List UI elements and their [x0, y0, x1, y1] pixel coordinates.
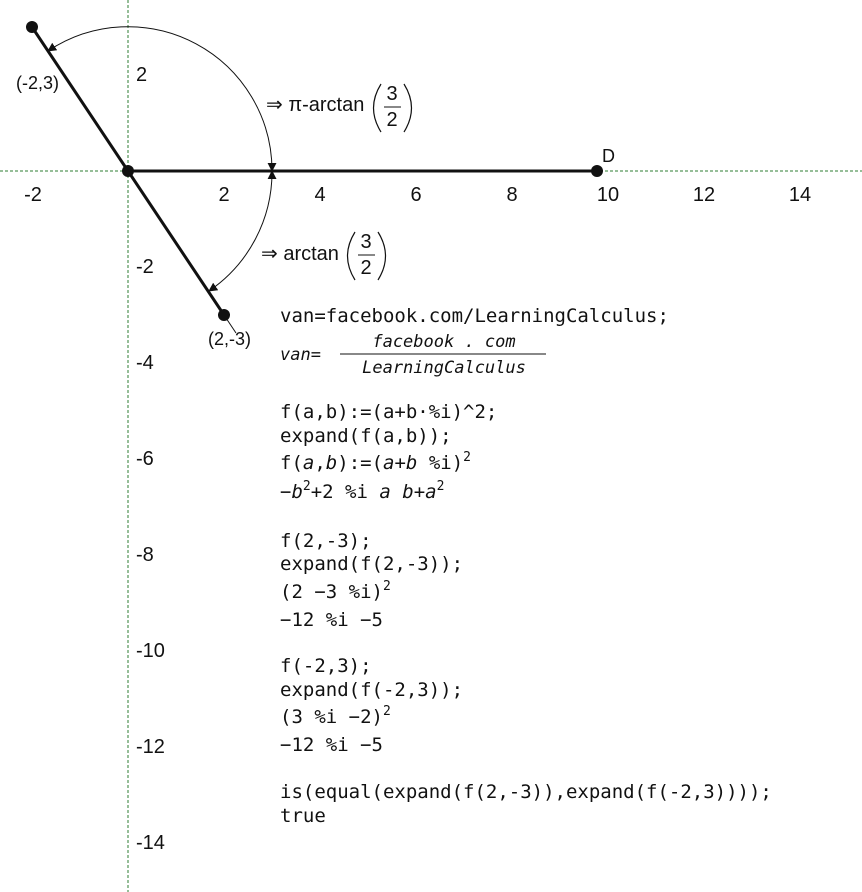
y-tick-label: -4: [136, 352, 154, 374]
code-output-is-equal: true: [280, 805, 326, 827]
upper-right-paren: [404, 84, 412, 132]
code-output-f-def: f(a,b):=(a+b %i)$^2$: [280, 450, 471, 474]
code-input-f-expand: expand(f(a,b));: [280, 425, 452, 447]
lower-fraction-denominator: 2: [360, 257, 372, 279]
lower-left-paren: [348, 232, 356, 280]
lower-fraction-numerator: 3: [360, 231, 372, 253]
upper-angle-annotation: [266, 83, 412, 132]
code-output-van-numerator: facebook . com: [372, 332, 516, 352]
code-input-f23-expand: expand(f(2,-3));: [280, 553, 464, 575]
x-tick-label: 12: [692, 184, 716, 206]
lower-angle-annotation: [261, 231, 386, 280]
x-tick-label: 6: [410, 184, 422, 206]
x-tick-label: 14: [788, 184, 812, 206]
y-tick-label: -6: [136, 448, 154, 470]
y-tick-label: -10: [136, 640, 165, 662]
code-input-fm23-expand: expand(f(-2,3));: [280, 679, 464, 701]
y-tick-label: -2: [136, 256, 154, 278]
code-output-f23: (2 −3 %i)$^2$: [280, 579, 391, 603]
code-output-fm23-expand: −12 %i −5: [280, 734, 383, 756]
y-tick-label: -12: [136, 736, 165, 758]
y-tick-label: -14: [136, 832, 165, 854]
point-lower: [218, 309, 230, 321]
y-tick-label: -8: [136, 544, 154, 566]
upper-fraction-numerator: 3: [386, 83, 398, 105]
x-tick-label: 8: [506, 184, 518, 206]
code-output-van-lhs: van=: [280, 345, 321, 365]
point-origin: [122, 165, 134, 177]
x-tick-labels: [24, 184, 811, 206]
code-session: [280, 305, 772, 827]
code-input-f-def: f(a,b):=(a+b·%i)^2;: [280, 401, 498, 423]
point-label-d: D: [602, 146, 615, 166]
point-d: [591, 165, 603, 177]
x-tick-label: -2: [24, 184, 42, 206]
segment-origin-to-upper: [32, 27, 128, 171]
upper-fraction-denominator: 2: [386, 109, 398, 131]
point-label-lower: (2,-3): [208, 329, 252, 349]
x-tick-label: 4: [314, 184, 326, 206]
lower-right-paren: [378, 232, 386, 280]
y-tick-labels: [136, 64, 165, 854]
code-output-van-denominator: LearningCalculus: [362, 358, 526, 378]
point-label-upper: (-2,3): [16, 73, 60, 93]
upper-left-paren: [374, 84, 382, 132]
point-upper: [26, 21, 38, 33]
segment-origin-to-lower: [128, 171, 224, 315]
upper-annotation-prefix: ⇒ π-arctan: [266, 94, 365, 116]
x-tick-label: 2: [218, 184, 230, 206]
code-input-f23: f(2,-3);: [280, 530, 372, 552]
code-input-van: van=facebook.com/LearningCalculus;: [280, 305, 669, 327]
code-output-f23-expand: −12 %i −5: [280, 609, 383, 631]
code-output-f-expand: $-b^2+2$ %i a $b+a^2$: [280, 479, 445, 503]
code-output-fm23: (3 %i −2)$^2$: [280, 704, 391, 728]
code-input-is-equal: is(equal(expand(f(2,-3)),expand(f(-2,3))));: [280, 781, 772, 803]
x-tick-label: 10: [596, 184, 620, 206]
y-tick-label: 2: [136, 64, 148, 86]
lower-annotation-prefix: ⇒ arctan: [261, 243, 339, 265]
code-input-fm23: f(-2,3);: [280, 655, 372, 677]
